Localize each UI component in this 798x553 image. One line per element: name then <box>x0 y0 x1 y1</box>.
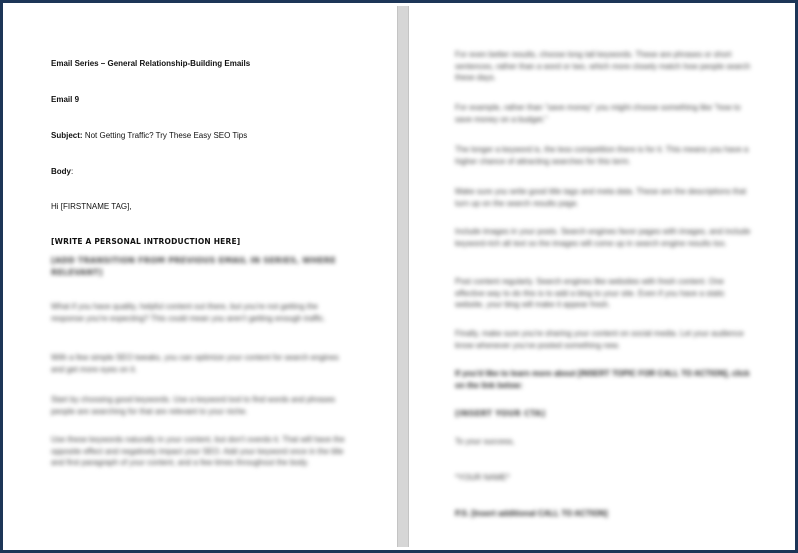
transition-note: [ADD TRANSITION FROM PREVIOUS EMAIL IN SERIES, WHERE RELEVANT] <box>51 256 336 277</box>
right-paragraph-7: Finally, make sure you're sharing your content on social media. Let your audience know whenever you've posted something new. <box>455 329 744 350</box>
signoff: To your success, <box>455 437 515 446</box>
right-paragraph-1: For even better results, choose long tail keywords. These are phrases or short sentences, rather than a word or two, which more closely match how people search these days. <box>455 50 751 82</box>
left-paragraph-1: What if you have quality, helpful content out there, but you're not getting the response you're expecting? This could mean you aren't getting enough traffic. <box>51 302 326 323</box>
page-left <box>6 6 397 547</box>
left-paragraph-2: With a few simple SEO tweaks, you can optimize your content for search engines and get more eyes on it. <box>51 353 339 374</box>
greeting: Hi [FIRSTNAME TAG], <box>51 202 132 211</box>
page-right <box>409 6 792 547</box>
subject-line: Subject: Not Getting Traffic? Try These Easy SEO Tips <box>51 131 248 140</box>
ps-line: P.S. [Insert additional CALL TO ACTION] <box>455 509 608 518</box>
personal-intro: [WRITE A PERSONAL INTRODUCTION HERE] <box>51 237 241 246</box>
subject-value: Not Getting Traffic? Try These Easy SEO Tips <box>84 131 248 140</box>
cta-placeholder: [INSERT YOUR CTA] <box>455 409 546 418</box>
series-title: Email Series – General Relationship-Building Emails <box>51 59 251 68</box>
your-name: *YOUR NAME* <box>455 473 510 482</box>
subject-label: Subject <box>51 131 80 140</box>
right-paragraph-2: For example, rather than "save money" you might choose something like "how to save money on a budget." <box>455 103 741 124</box>
email-number: Email 9 <box>51 95 80 104</box>
right-paragraph-8: If you'd like to learn more about [INSERT TOPIC FOR CALL TO ACTION], click on the link below: <box>455 369 750 390</box>
left-paragraph-4: Use these keywords naturally in your content, but don't overdo it. That will have the opposite effect and negatively impact your SEO. Add your keyword once in the title and first paragraph of your content, and a few times throughout the body. <box>51 435 345 467</box>
body-label: Body <box>51 167 71 176</box>
body-line: Body: <box>51 167 74 176</box>
left-paragraph-3: Start by choosing good keywords. Use a keyword tool to find words and phrases people are searching for that are relevant to your niche. <box>51 395 336 416</box>
page-gutter <box>397 6 409 547</box>
right-paragraph-4: Make sure you write good title tags and meta data. These are the descriptions that turn up on the search results page. <box>455 187 747 208</box>
right-paragraph-3: The longer a keyword is, the less competition there is for it. This means you have a higher chance of attracting searches for this term. <box>455 145 749 166</box>
right-paragraph-5: Include images in your posts. Search engines favor pages with images, and include keyword-rich alt text so the images will come up in search engine results too. <box>455 227 751 248</box>
right-paragraph-6: Post content regularly. Search engines like websites with fresh content. One effective way to do this is to add a blog to your site. Even if you have a static website, your blog will make it appear fresh. <box>455 277 725 309</box>
